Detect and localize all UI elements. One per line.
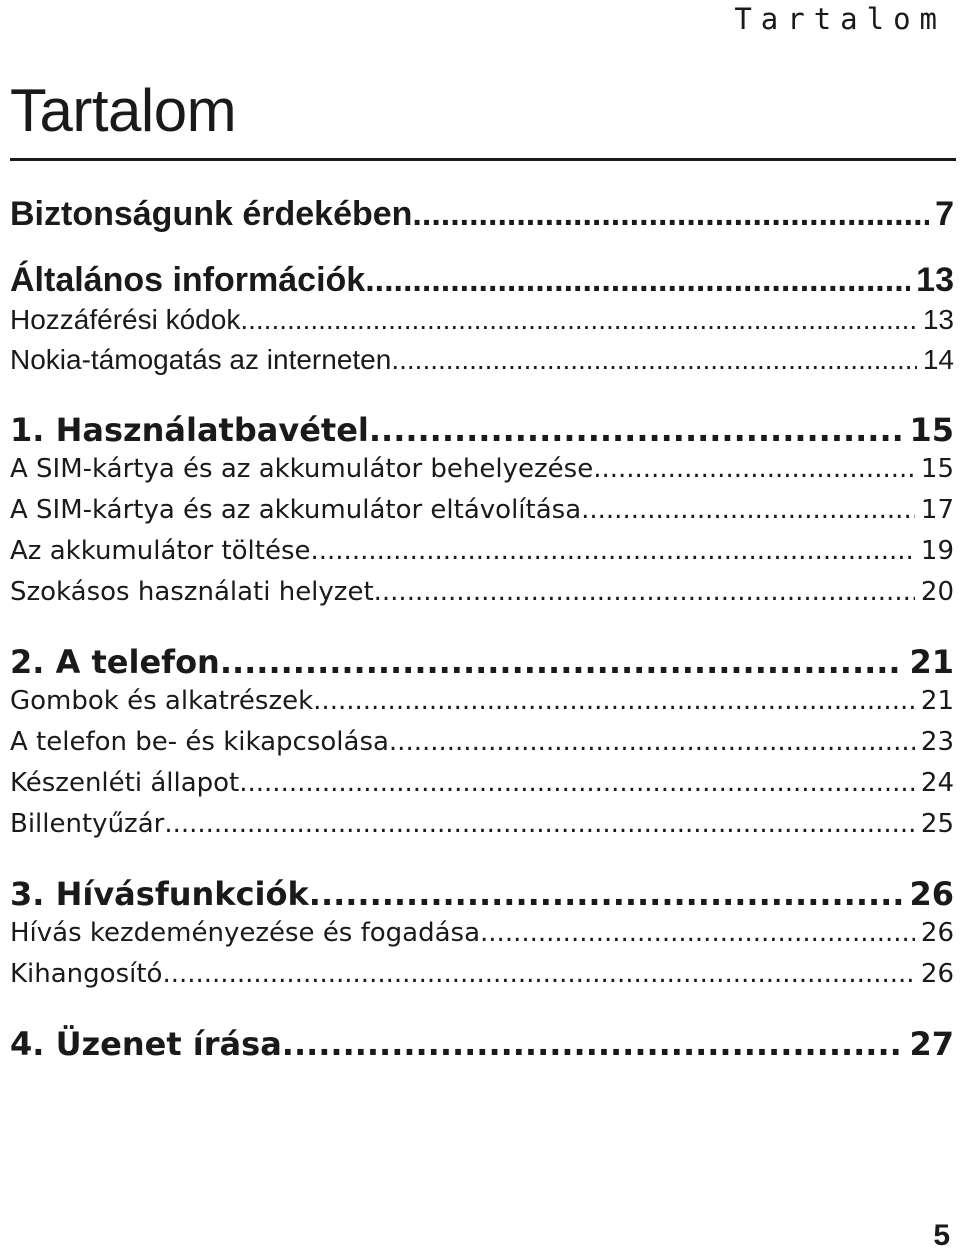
toc-entry-nokia[interactable]: [10, 344, 954, 384]
dot-leader: [164, 809, 915, 839]
toc-entry-page: 24: [920, 768, 954, 798]
running-header: Tartalom: [734, 2, 946, 36]
toc-entry-biztonsag[interactable]: [10, 195, 954, 235]
toc-entry-keszenleti[interactable]: [10, 768, 954, 808]
toc-entry-hasznalatbavetel[interactable]: [10, 411, 954, 451]
toc-entry-label: A telefon be- és kikapcsolása: [10, 727, 389, 757]
toc-entry-label: 4. Üzenet írása: [10, 1025, 282, 1063]
toc-entry-label: 1. Használatbavétel: [10, 411, 369, 449]
toc-entry-page: 21: [920, 686, 954, 716]
dot-leader: [374, 577, 915, 607]
toc-entry-billentyuzar[interactable]: [10, 809, 954, 849]
dot-leader: [593, 454, 915, 484]
toc-entry-kihangosito[interactable]: [10, 959, 954, 999]
toc-entry-a-telefon[interactable]: [10, 643, 954, 683]
dot-leader: [162, 959, 914, 989]
toc-entry-label: Kihangosító: [10, 959, 163, 989]
toc-entry-label: Hívás kezdeményezése és fogadása: [10, 918, 481, 948]
toc-entry-hasznalati-helyzet[interactable]: [10, 577, 954, 617]
toc-entry-label: Az akkumulátor töltése: [10, 536, 311, 566]
toc-entry-sim-behelyezes[interactable]: [10, 454, 954, 494]
toc-entry-page: 20: [920, 577, 954, 607]
dot-leader: [412, 195, 929, 234]
dot-leader: [313, 686, 915, 716]
toc-entry-hivasfunkciok[interactable]: [10, 875, 954, 915]
toc-entry-altalanos[interactable]: [10, 261, 954, 301]
toc-entry-label: Biztonságunk érdekében: [10, 195, 413, 233]
toc-entry-sim-eltavolitas[interactable]: [10, 495, 954, 535]
toc-entry-label: Szokásos használati helyzet: [10, 577, 374, 607]
toc-entry-akkumulator-toltes[interactable]: [10, 536, 954, 576]
toc-entry-be-kikapcsolas[interactable]: [10, 727, 954, 767]
toc-entry-page: 26: [920, 918, 954, 948]
dot-leader: [389, 727, 915, 757]
toc-entry-label: Gombok és alkatrészek: [10, 686, 314, 716]
toc-entry-page: 26: [920, 959, 954, 989]
page-title: Tartalom: [10, 77, 237, 144]
dot-leader: [365, 261, 910, 300]
toc-entry-label: 3. Hívásfunkciók: [10, 875, 309, 913]
toc-entry-label: Hozzáférési kódok: [10, 304, 241, 335]
dot-leader: [480, 918, 915, 948]
toc-entry-hozzaferesi[interactable]: [10, 304, 954, 344]
toc-entry-page: 23: [920, 727, 954, 757]
toc-entry-page: 21: [909, 643, 954, 681]
toc-entry-page: 7: [935, 195, 954, 233]
toc-entry-page: 27: [909, 1025, 954, 1063]
dot-leader: [282, 1025, 904, 1063]
toc-entry-page: 13: [916, 261, 954, 299]
toc-entry-page: 15: [909, 411, 954, 449]
toc-entry-page: 14: [922, 344, 954, 375]
dot-leader: [311, 536, 915, 566]
dot-leader: [391, 344, 917, 376]
title-rule: [10, 158, 956, 161]
toc-entry-label: Billentyűzár: [10, 809, 165, 839]
dot-leader: [239, 768, 915, 798]
dot-leader: [240, 304, 917, 336]
toc-entry-page: 26: [909, 875, 954, 913]
toc-entry-hivas-kezdemenyezese[interactable]: [10, 918, 954, 958]
dot-leader: [220, 643, 904, 681]
toc-entry-page: 25: [920, 809, 954, 839]
toc-entry-label: Általános információk: [10, 261, 366, 299]
toc-entry-label: A SIM-kártya és az akkumulátor behelyezése: [10, 454, 594, 484]
dot-leader: [309, 875, 904, 913]
toc-entry-gombok[interactable]: [10, 686, 954, 726]
toc-entry-label: A SIM-kártya és az akkumulátor eltávolítása: [10, 495, 582, 525]
dot-leader: [369, 411, 904, 449]
toc-entry-label: Nokia-támogatás az interneten: [10, 344, 392, 375]
toc-entry-page: 17: [920, 495, 954, 525]
dot-leader: [581, 495, 915, 525]
toc-entry-label: 2. A telefon: [10, 643, 220, 681]
page-number: 5: [933, 1219, 950, 1252]
toc-entry-page: 19: [920, 536, 954, 566]
toc-entry-page: 15: [920, 454, 954, 484]
toc-entry-page: 13: [922, 304, 954, 335]
toc-entry-label: Készenléti állapot: [10, 768, 240, 798]
toc-entry-uzenet-irasa[interactable]: [10, 1025, 954, 1065]
